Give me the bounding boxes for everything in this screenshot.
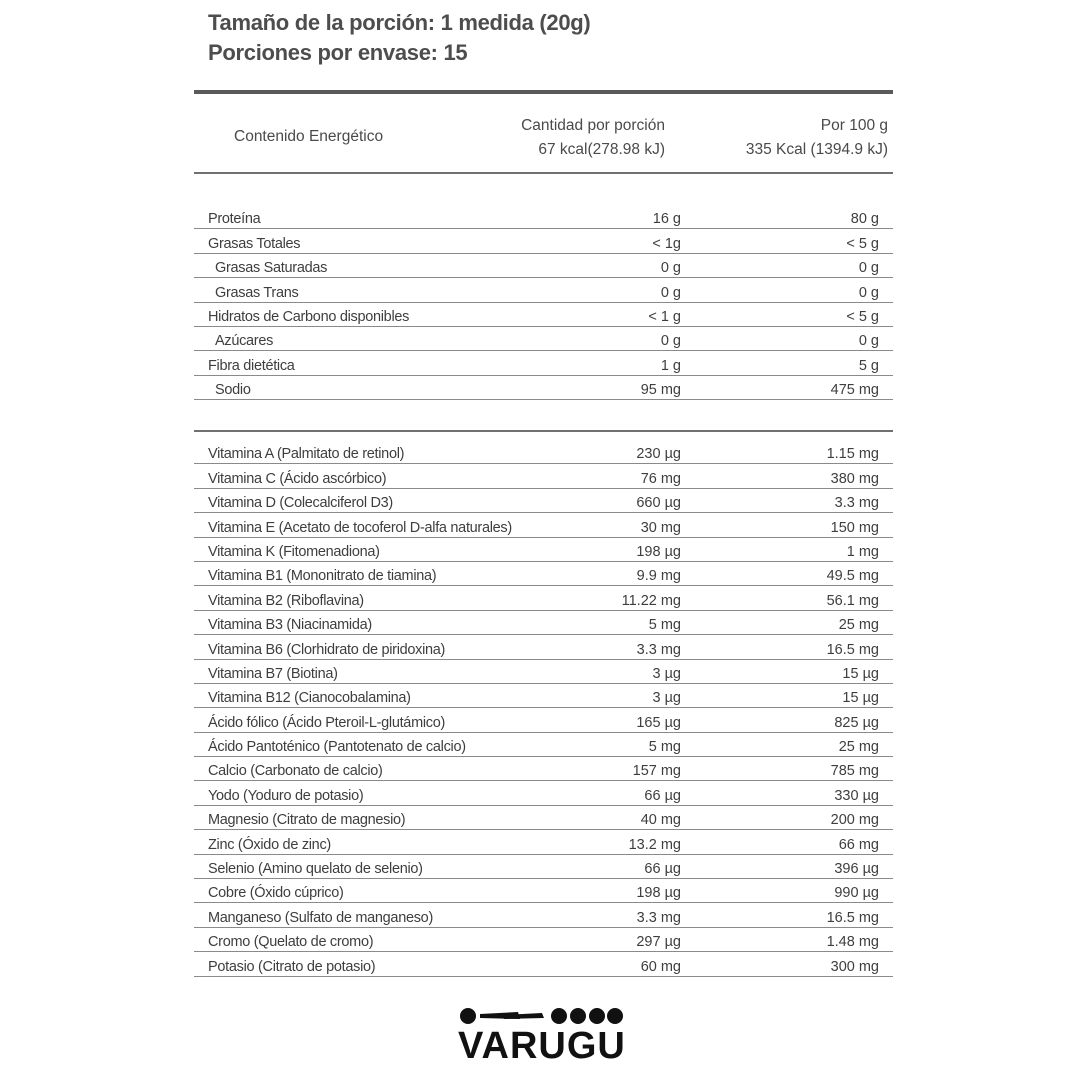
table-row xyxy=(194,928,893,952)
per-serving-value: 16 g xyxy=(652,211,681,228)
table-row xyxy=(194,903,893,927)
table-row xyxy=(194,489,893,513)
per-serving-value: 165 µg xyxy=(636,714,681,731)
per-100g-value: 1 mg xyxy=(846,543,879,560)
nutrient-name: Vitamina B1 (Mononitrato de tiamina) xyxy=(208,568,437,585)
per-serving-value: 40 mg xyxy=(640,812,681,829)
per-serving-energy: 67 kcal(278.98 kJ) xyxy=(538,141,665,158)
per-100g-value: 16.5 mg xyxy=(826,641,879,658)
table-row xyxy=(194,708,893,732)
per-serving-value: 13.2 mg xyxy=(628,836,681,853)
per-serving-value: 9.9 mg xyxy=(636,568,681,585)
per-serving-value: 297 µg xyxy=(636,934,681,951)
per-serving-value: 3.3 mg xyxy=(636,641,681,658)
table-row xyxy=(194,611,893,635)
nutrient-name: Grasas Trans xyxy=(215,284,299,301)
serving-size: Tamaño de la porción: 1 medida (20g) xyxy=(208,10,591,35)
nutrient-name: Azúcares xyxy=(215,333,274,350)
per-serving-header xyxy=(521,114,665,162)
per-100g-header xyxy=(746,114,888,162)
nutrient-name: Vitamina K (Fitomenadiona) xyxy=(208,543,380,560)
logo-dots-icon xyxy=(458,1006,623,1026)
nutrient-name: Vitamina B12 (Cianocobalamina) xyxy=(208,690,411,707)
per-100g-value: 990 µg xyxy=(834,885,879,902)
table-row xyxy=(194,538,893,562)
per-serving-value: 198 µg xyxy=(636,543,681,560)
table-row xyxy=(194,757,893,781)
per-serving-value: 660 µg xyxy=(636,495,681,512)
per-serving-value: 3.3 mg xyxy=(636,909,681,926)
per-100g-value: 0 g xyxy=(858,260,879,277)
table-row xyxy=(194,806,893,830)
table-top-rule xyxy=(194,90,893,94)
per-100g-value: 200 mg xyxy=(830,812,879,829)
micronutrients-table xyxy=(194,440,893,977)
per-serving-value: 0 g xyxy=(660,260,681,277)
energy-label: Contenido Energético xyxy=(234,128,384,145)
per-100g-value: 56.1 mg xyxy=(826,592,879,609)
per-100g-value: 380 mg xyxy=(830,470,879,487)
table-row xyxy=(194,229,893,253)
per-100g-value: 80 g xyxy=(850,211,879,228)
per-100g-value: 0 g xyxy=(858,284,879,301)
per-serving-value: 11.22 mg xyxy=(621,592,681,609)
nutrient-name: Vitamina B3 (Niacinamida) xyxy=(208,617,372,634)
table-row xyxy=(194,513,893,537)
nutrient-name: Vitamina B7 (Biotina) xyxy=(208,665,338,682)
per-100g-value: < 5 g xyxy=(846,235,879,252)
nutrient-name: Magnesio (Citrato de magnesio) xyxy=(208,812,406,829)
table-row xyxy=(194,684,893,708)
table-row xyxy=(194,660,893,684)
nutrient-name: Potasio (Citrato de potasio) xyxy=(208,958,376,975)
per-100g-value: 66 mg xyxy=(838,836,879,853)
servings-per-container: Porciones por envase: 15 xyxy=(208,40,468,65)
table-row xyxy=(194,351,893,375)
per-100g-value: 825 µg xyxy=(834,714,879,731)
section-rule xyxy=(194,430,893,432)
brand-name: VARUGU xyxy=(458,1025,626,1067)
per-serving-value: 5 mg xyxy=(648,617,681,634)
table-row xyxy=(194,464,893,488)
per-100g-value: 3.3 mg xyxy=(834,495,879,512)
per-100g-value: 150 mg xyxy=(830,519,879,536)
nutrient-name: Vitamina E (Acetato de tocoferol D-alfa naturales) xyxy=(208,519,512,536)
table-row xyxy=(194,635,893,659)
per-100g-value: 785 mg xyxy=(830,763,879,780)
per-100g-title: Por 100 g xyxy=(820,117,888,134)
per-100g-value: 15 µg xyxy=(842,665,879,682)
per-serving-value: 230 µg xyxy=(636,446,681,463)
per-serving-value: 5 mg xyxy=(648,739,681,756)
nutrient-name: Cromo (Quelato de cromo) xyxy=(208,934,374,951)
per-serving-title: Cantidad por porción xyxy=(521,117,665,134)
per-serving-value: 198 µg xyxy=(636,885,681,902)
per-serving-value: 30 mg xyxy=(640,519,681,536)
table-row xyxy=(194,586,893,610)
serving-info xyxy=(208,8,590,68)
nutrient-name: Ácido Pantoténico (Pantotenato de calcio) xyxy=(208,739,466,756)
nutrient-name: Zinc (Óxido de zinc) xyxy=(208,836,331,853)
per-100g-value: 1.48 mg xyxy=(826,934,879,951)
macronutrients-table xyxy=(194,205,893,400)
per-serving-value: 3 µg xyxy=(652,665,681,682)
nutrient-name: Vitamina B2 (Riboflavina) xyxy=(208,592,364,609)
nutrient-name: Grasas Saturadas xyxy=(215,260,328,277)
per-100g-value: 16.5 mg xyxy=(826,909,879,926)
per-100g-value: 396 µg xyxy=(834,861,879,878)
nutrient-name: Selenio (Amino quelato de selenio) xyxy=(208,861,423,878)
table-row xyxy=(194,781,893,805)
table-row xyxy=(194,830,893,854)
nutrient-name: Vitamina A (Palmitato de retinol) xyxy=(208,446,405,463)
per-100g-value: 25 mg xyxy=(838,617,879,634)
per-serving-value: 157 mg xyxy=(632,763,681,780)
energy-bottom-rule xyxy=(194,172,893,174)
table-row xyxy=(194,562,893,586)
per-100g-energy: 335 Kcal (1394.9 kJ) xyxy=(745,141,888,158)
per-100g-value: < 5 g xyxy=(846,308,879,325)
per-100g-value: 475 mg xyxy=(830,382,879,399)
per-serving-value: 95 mg xyxy=(640,382,681,399)
per-serving-value: 60 mg xyxy=(640,958,681,975)
table-row xyxy=(194,303,893,327)
nutrient-name: Proteína xyxy=(208,211,261,228)
table-row xyxy=(194,278,893,302)
table-row xyxy=(194,205,893,229)
per-100g-value: 25 mg xyxy=(838,739,879,756)
table-row xyxy=(194,440,893,464)
per-100g-value: 0 g xyxy=(858,333,879,350)
table-row xyxy=(194,879,893,903)
per-100g-value: 15 µg xyxy=(842,690,879,707)
nutrient-name: Fibra dietética xyxy=(208,357,295,374)
table-row xyxy=(194,733,893,757)
per-serving-value: < 1 g xyxy=(648,308,681,325)
nutrient-name: Grasas Totales xyxy=(208,235,301,252)
per-serving-value: 66 µg xyxy=(644,861,681,878)
nutrient-name: Yodo (Yoduro de potasio) xyxy=(208,787,364,804)
per-serving-value: 3 µg xyxy=(652,690,681,707)
nutrient-name: Vitamina B6 (Clorhidrato de piridoxina) xyxy=(208,641,446,658)
per-serving-value: < 1g xyxy=(652,235,681,252)
nutrient-name: Calcio (Carbonato de calcio) xyxy=(208,763,383,780)
per-100g-value: 1.15 mg xyxy=(826,446,879,463)
nutrient-name: Vitamina D (Colecalciferol D3) xyxy=(208,495,393,512)
table-row xyxy=(194,376,893,400)
table-row xyxy=(194,855,893,879)
nutrient-name: Hidratos de Carbono disponibles xyxy=(208,308,410,325)
per-serving-value: 0 g xyxy=(660,284,681,301)
per-serving-value: 1 g xyxy=(660,357,681,374)
nutrient-name: Sodio xyxy=(215,382,251,399)
nutrient-name: Manganeso (Sulfato de manganeso) xyxy=(208,909,433,926)
per-100g-value: 5 g xyxy=(858,357,879,374)
per-serving-value: 0 g xyxy=(660,333,681,350)
per-serving-value: 66 µg xyxy=(644,787,681,804)
nutrient-name: Cobre (Óxido cúprico) xyxy=(208,885,344,902)
per-100g-value: 300 mg xyxy=(830,958,879,975)
nutrient-name: Ácido fólico (Ácido Pteroil-L-glutámico) xyxy=(208,714,446,731)
table-row xyxy=(194,254,893,278)
brand-logo xyxy=(458,1006,626,1068)
energy-header xyxy=(194,100,893,170)
nutrient-name: Vitamina C (Ácido ascórbico) xyxy=(208,470,387,487)
per-100g-value: 49.5 mg xyxy=(826,568,879,585)
per-serving-value: 76 mg xyxy=(640,470,681,487)
per-100g-value: 330 µg xyxy=(834,787,879,804)
table-row xyxy=(194,327,893,351)
table-row xyxy=(194,952,893,976)
